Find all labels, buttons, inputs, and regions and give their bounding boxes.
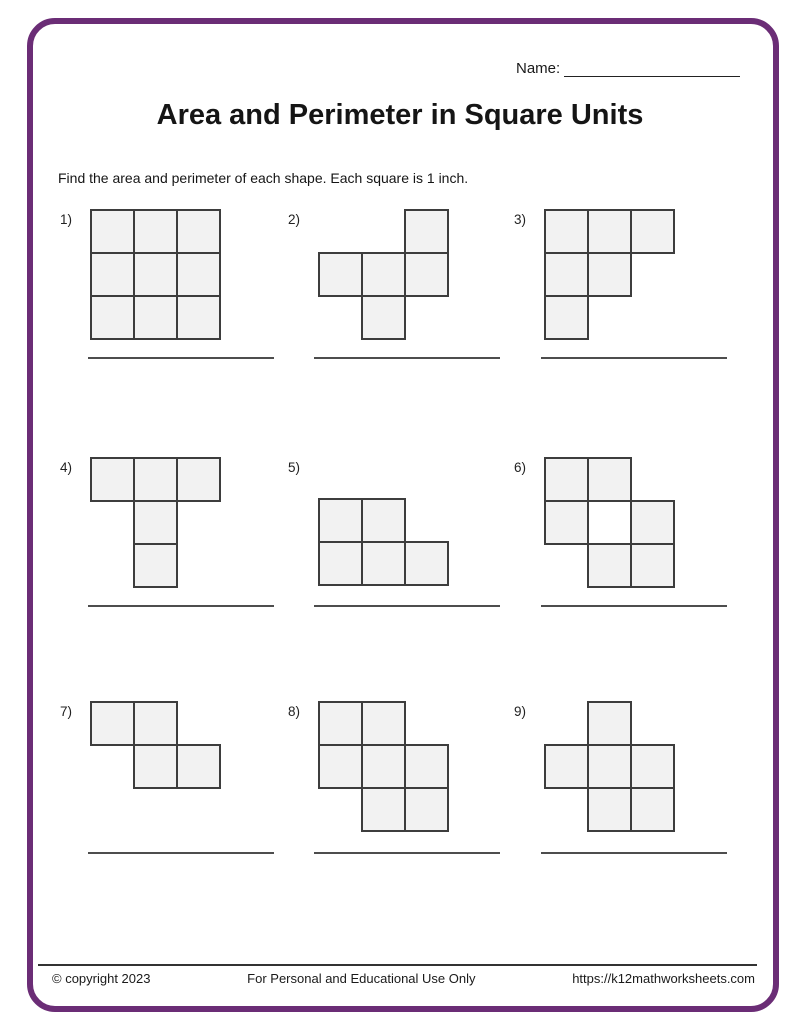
unit-square xyxy=(361,744,406,789)
unit-square xyxy=(544,457,589,502)
problem-number-2: 2) xyxy=(288,212,301,227)
name-label: Name: xyxy=(516,60,561,77)
unit-square xyxy=(318,744,363,789)
answer-line-6 xyxy=(541,605,727,607)
page-title: Area and Perimeter in Square Units xyxy=(156,99,644,131)
footer-divider xyxy=(38,964,757,966)
unit-square xyxy=(90,209,135,254)
answer-line-9 xyxy=(541,852,727,854)
unit-square xyxy=(318,701,363,746)
name-fill-line xyxy=(564,61,740,77)
unit-square xyxy=(587,543,632,588)
footer-usage-note: For Personal and Educational Use Only xyxy=(247,971,476,986)
unit-square xyxy=(404,744,449,789)
unit-square xyxy=(90,701,135,746)
unit-square xyxy=(361,701,406,746)
unit-square xyxy=(587,209,632,254)
unit-square xyxy=(133,543,178,588)
unit-square xyxy=(361,498,406,543)
unit-square xyxy=(630,744,675,789)
unit-square xyxy=(133,500,178,545)
unit-square xyxy=(176,744,221,789)
unit-square xyxy=(133,701,178,746)
unit-square xyxy=(361,787,406,832)
unit-square xyxy=(176,457,221,502)
name-row xyxy=(516,60,740,77)
problem-number-5: 5) xyxy=(288,460,301,475)
answer-line-2 xyxy=(314,357,500,359)
unit-square xyxy=(133,252,178,297)
problem-number-4: 4) xyxy=(60,460,73,475)
footer-url: https://k12mathworksheets.com xyxy=(572,971,755,986)
unit-square xyxy=(90,252,135,297)
unit-square xyxy=(90,295,135,340)
unit-square xyxy=(318,252,363,297)
unit-square xyxy=(176,252,221,297)
unit-square xyxy=(90,457,135,502)
unit-square xyxy=(318,498,363,543)
footer xyxy=(38,971,757,986)
problem-number-9: 9) xyxy=(514,704,527,719)
problem-number-8: 8) xyxy=(288,704,301,719)
unit-square xyxy=(544,500,589,545)
answer-line-3 xyxy=(541,357,727,359)
unit-square xyxy=(176,295,221,340)
answer-line-4 xyxy=(88,605,274,607)
unit-square xyxy=(544,295,589,340)
unit-square xyxy=(587,787,632,832)
unit-square xyxy=(176,209,221,254)
unit-square xyxy=(587,252,632,297)
unit-square xyxy=(587,457,632,502)
unit-square xyxy=(587,701,632,746)
unit-square xyxy=(630,787,675,832)
instructions: Find the area and perimeter of each shape. Each square is 1 inch. xyxy=(58,170,469,186)
answer-line-5 xyxy=(314,605,500,607)
footer-copyright: © copyright 2023 xyxy=(52,971,151,986)
unit-square xyxy=(133,744,178,789)
unit-square xyxy=(404,209,449,254)
unit-square xyxy=(544,252,589,297)
unit-square xyxy=(361,541,406,586)
unit-square xyxy=(587,744,632,789)
problem-number-7: 7) xyxy=(60,704,73,719)
unit-square xyxy=(361,252,406,297)
unit-square xyxy=(318,541,363,586)
problem-number-3: 3) xyxy=(514,212,527,227)
unit-square xyxy=(544,209,589,254)
answer-line-7 xyxy=(88,852,274,854)
problem-number-1: 1) xyxy=(60,212,73,227)
unit-square xyxy=(404,252,449,297)
unit-square xyxy=(361,295,406,340)
answer-line-1 xyxy=(88,357,274,359)
unit-square xyxy=(133,295,178,340)
unit-square xyxy=(133,457,178,502)
unit-square xyxy=(630,209,675,254)
unit-square xyxy=(544,744,589,789)
problem-number-6: 6) xyxy=(514,460,527,475)
unit-square xyxy=(630,543,675,588)
unit-square xyxy=(133,209,178,254)
unit-square xyxy=(630,500,675,545)
answer-line-8 xyxy=(314,852,500,854)
unit-square xyxy=(404,787,449,832)
unit-square xyxy=(404,541,449,586)
